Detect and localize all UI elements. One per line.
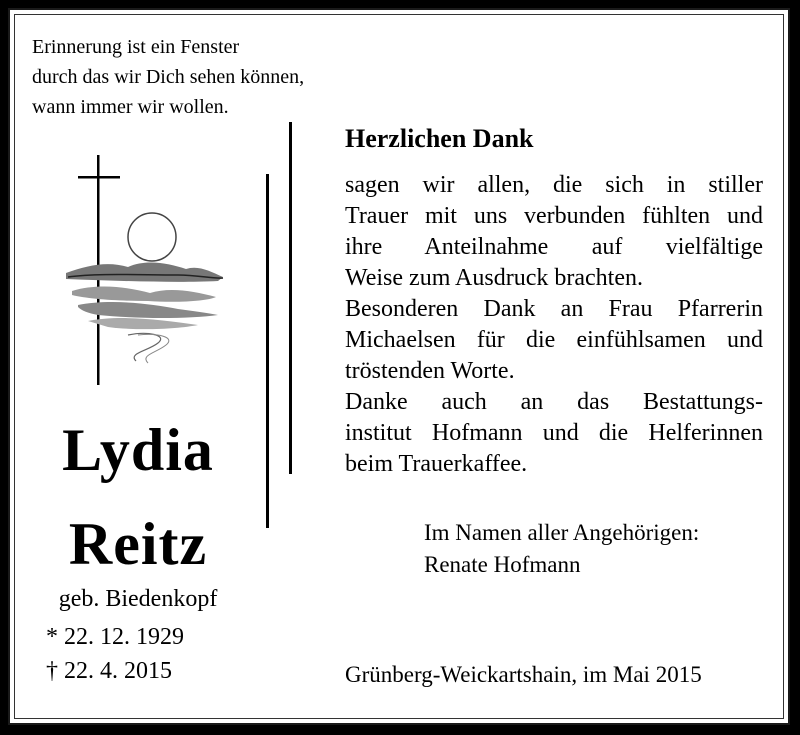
- signature-intro: Im Namen aller Angehörigen:: [424, 520, 700, 545]
- text-line: institut Hofmann und die Helferinnen: [345, 420, 763, 446]
- motto: [32, 32, 304, 122]
- motto-line: wann immer wir wollen.: [32, 96, 229, 118]
- text-line: beim Trauerkaffee.: [345, 451, 528, 477]
- text-line: sagen wir allen, die sich in stiller: [345, 172, 763, 198]
- motto-line: Erinnerung ist ein Fenster: [32, 36, 240, 58]
- signature-name: Renate Hofmann: [424, 552, 581, 577]
- thanks-heading: Herzlichen Dank: [345, 124, 534, 153]
- text-line: Trauer mit uns verbunden fühlten und: [345, 203, 763, 229]
- birth-name: geb. Biedenkopf: [58, 586, 218, 612]
- text-line: Besonderen Dank an Frau Pfarrerin: [345, 296, 763, 322]
- text-line: Weise zum Ausdruck brachten.: [345, 265, 643, 291]
- birth-symbol: *: [46, 624, 58, 650]
- thanks-text: [345, 170, 763, 480]
- cross-landscape-icon: [58, 155, 238, 395]
- death-date-value: 22. 4. 2015: [64, 658, 172, 684]
- notice-frame: [8, 8, 790, 725]
- text-line: tröstenden Worte.: [345, 358, 515, 384]
- place-date: Grünberg-Weickartshain, im Mai 2015: [345, 662, 702, 687]
- first-name: Lydia: [62, 417, 214, 483]
- birth-date-value: 22. 12. 1929: [64, 624, 184, 650]
- last-name: Reitz: [68, 511, 208, 577]
- left-rule: [266, 174, 269, 528]
- text-line: Michaelsen für die einfühlsamen und: [345, 327, 763, 353]
- motto-line: durch das wir Dich sehen können,: [32, 66, 305, 88]
- text-line: ihre Anteilnahme auf vielfältige: [345, 234, 763, 260]
- birth-date: [46, 624, 184, 651]
- text-line: Danke auch an das Bestattungs-: [345, 389, 763, 415]
- right-rule: [289, 122, 292, 474]
- signature: [424, 517, 699, 581]
- death-date: [46, 658, 172, 685]
- death-symbol: †: [46, 658, 58, 684]
